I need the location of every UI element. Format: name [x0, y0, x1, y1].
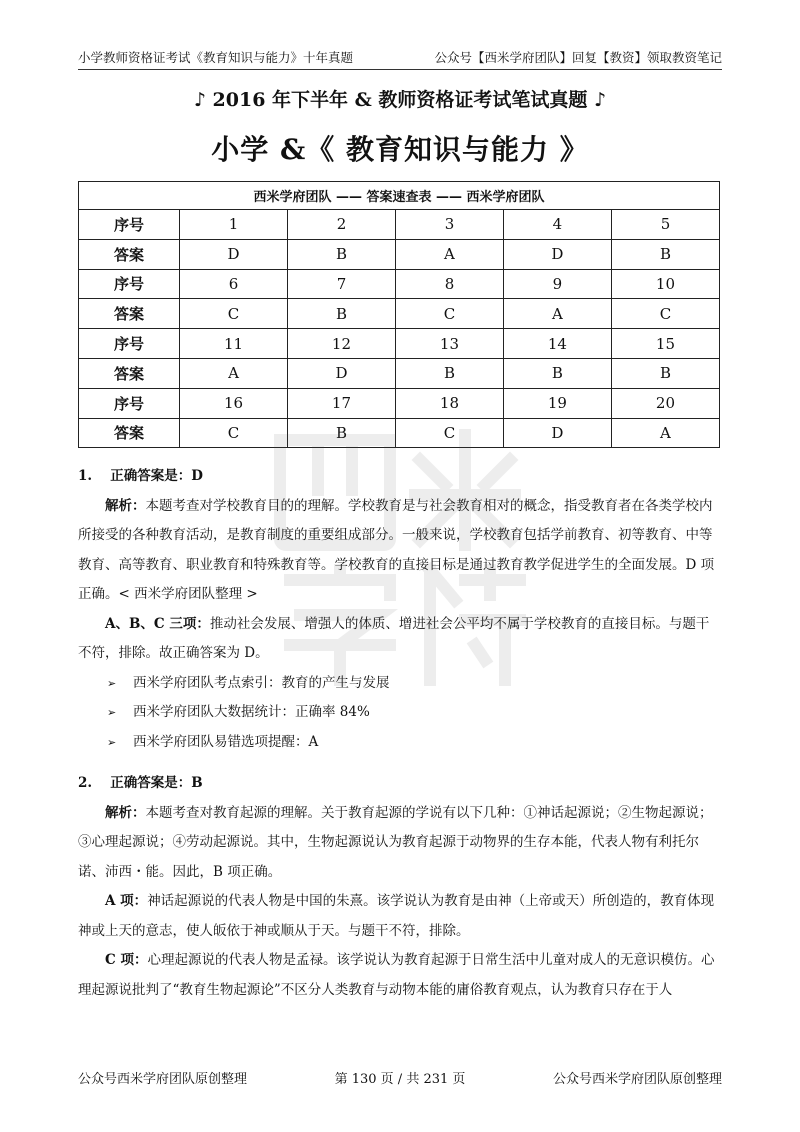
q2-option-a [78, 887, 722, 946]
table-row [79, 210, 720, 240]
answer-cell: B [395, 358, 503, 388]
seq-cell: 8 [395, 269, 503, 299]
page-number: 第 130 页 / 共 231 页 [334, 1072, 466, 1087]
answer-cell: B [287, 418, 395, 448]
answer-table [78, 181, 720, 448]
page-footer [78, 1068, 722, 1087]
page-subtitle: 小学 &《 教育知识与能力 》 [211, 133, 589, 166]
table-row [79, 269, 720, 299]
answer-cell: C [395, 418, 503, 448]
list-item [78, 669, 722, 699]
answer-cell: B [287, 239, 395, 269]
answer-cell: D [503, 239, 611, 269]
q2-option-a-label: A 项： [105, 893, 148, 909]
bullet-text: 西米学府团队考点索引：教育的产生与发展 [133, 674, 390, 691]
answer-cell: A [611, 418, 719, 448]
seq-cell: 6 [180, 269, 288, 299]
seq-cell: 3 [395, 210, 503, 240]
answer-cell: D [287, 358, 395, 388]
answer-cell: B [287, 299, 395, 329]
answer-cell: C [180, 418, 288, 448]
answer-cell: A [395, 239, 503, 269]
seq-cell: 14 [503, 329, 611, 359]
q2-option-c-text: 心理起源说的代表人物是孟禄。该学说认为教育起源于日常生活中儿童对成人的无意识模仿。心理起源说批判了“教育生物起源论”不区分人类教育与动物本能的庸俗教育观点，认为教育只存在于人 [78, 952, 715, 998]
seq-cell: 9 [503, 269, 611, 299]
answer-cell: D [503, 418, 611, 448]
q2-option-c-label: C 项： [105, 952, 148, 968]
seq-cell: 19 [503, 388, 611, 418]
arrow-bullet-icon: ➢ [107, 676, 117, 690]
seq-cell: 5 [611, 210, 719, 240]
seq-cell: 12 [287, 329, 395, 359]
table-row [79, 239, 720, 269]
seq-cell: 16 [180, 388, 288, 418]
answer-cell: B [503, 358, 611, 388]
header-right-text: 公众号【西米学府团队】回复【教资】领取教资笔记 [434, 50, 722, 65]
answer-cell: B [611, 358, 719, 388]
list-item [78, 728, 722, 758]
answer-cell: A [503, 299, 611, 329]
answer-cell: C [180, 299, 288, 329]
q2-analysis-label: 解析： [105, 804, 146, 821]
ans-label: 答案 [79, 299, 180, 329]
answer-cell: C [395, 299, 503, 329]
q2-analysis [78, 799, 722, 888]
seq-label: 序号 [79, 210, 180, 240]
seq-label: 序号 [79, 388, 180, 418]
q2-option-c [78, 946, 722, 1005]
seq-cell: 17 [287, 388, 395, 418]
seq-cell: 15 [611, 329, 719, 359]
q1-analysis [78, 492, 722, 610]
header-left-text: 小学教师资格证考试《教育知识与能力》十年真题 [78, 50, 354, 65]
q2-analysis-text: 本题考查对教育起源的理解。关于教育起源的学说有以下几种：①神话起源说；②生物起源说；③心理起源说；④劳动起源说。其中，生物起源说认为教育起源于动物界的生存本能，代表人物有利托尔诺、沛西・能。因此，B 项正确。 [78, 804, 713, 880]
seq-cell: 11 [180, 329, 288, 359]
ans-label: 答案 [79, 239, 180, 269]
seq-cell: 2 [287, 210, 395, 240]
seq-cell: 1 [180, 210, 288, 240]
q1-options-label: A、B、C 三项： [105, 615, 210, 632]
seq-cell: 7 [287, 269, 395, 299]
q2-heading: 2. 正确答案是：B [78, 775, 203, 791]
answer-explanations [78, 462, 722, 1005]
table-row [79, 418, 720, 448]
answer-cell: B [611, 239, 719, 269]
q1-analysis-label: 解析： [105, 497, 146, 514]
bullet-text: 西米学府团队大数据统计：正确率 84% [133, 704, 370, 720]
q1-options-text: 推动社会发展、增强人的体质、增进社会公平均不属于学校教育的直接目标。与题干不符，排除。故正确答案为 D。 [78, 615, 710, 661]
table-row [79, 358, 720, 388]
arrow-bullet-icon: ➢ [107, 706, 117, 719]
ans-label: 答案 [79, 358, 180, 388]
bullet-text: 西米学府团队易错选项提醒：A [133, 733, 319, 750]
q1-analysis-text: 本题考查对学校教育目的的理解。学校教育是与社会教育相对的概念，指受教育者在各类学校内所接受的各种教育活动，是教育制度的重要组成部分。一般来说，学校教育包括学前教育、初等教育、中等教育、高等教育、职业教育和特殊教育等。学校教育的直接目标是通过教育教学促进学生的全面发展。D 项正确。< 西米学府团队整理 > [78, 497, 715, 602]
arrow-bullet-icon: ➢ [107, 735, 117, 749]
footer-left-text: 公众号西米学府团队原创整理 [78, 1072, 248, 1087]
answer-table-caption: 西米学府团队 —— 答案速查表 —— 西米学府团队 [79, 182, 720, 210]
table-row [79, 388, 720, 418]
table-row [79, 299, 720, 329]
list-item [78, 698, 722, 728]
q1-heading: 1. 正确答案是：D [78, 468, 204, 484]
seq-label: 序号 [79, 269, 180, 299]
table-row [79, 329, 720, 359]
answer-cell: D [180, 239, 288, 269]
seq-cell: 18 [395, 388, 503, 418]
seq-cell: 13 [395, 329, 503, 359]
seq-cell: 20 [611, 388, 719, 418]
page-header [78, 40, 722, 70]
q1-options [78, 610, 722, 669]
seq-cell: 4 [503, 210, 611, 240]
q2-option-a-text: 神话起源说的代表人物是中国的朱熹。该学说认为教育是由神（上帝或天）所创造的，教育体现神或上天的意志，使人皈依于神或顺从于天。与题干不符，排除。 [78, 893, 715, 939]
answer-cell: C [611, 299, 719, 329]
answer-cell: A [180, 358, 288, 388]
seq-label: 序号 [79, 329, 180, 359]
footer-right-text: 公众号西米学府团队原创整理 [552, 1072, 722, 1087]
ans-label: 答案 [79, 418, 180, 448]
page-title: ♪ 2016 年下半年 & 教师资格证考试笔试真题 ♪ [193, 89, 607, 111]
seq-cell: 10 [611, 269, 719, 299]
